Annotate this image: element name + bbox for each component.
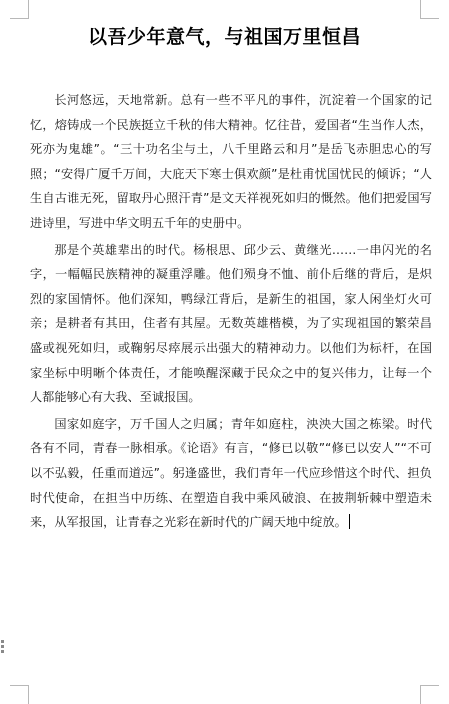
paragraph-3[interactable] — [30, 412, 432, 535]
paragraph-2[interactable]: 那是个英雄辈出的时代。杨根思、邱少云、黄继光……一串闪光的名字，一幅幅民族精神的凝重浮雕。他们殒身不恤、前仆后继的背后，是炽烈的家国情怀。他们深知，鸭绿江背后，是新生的祖国，家人闲坐灯火可亲；是耕者有其田，住者有其屋。无数英雄楷模，为了实现祖国的繁荣昌盛或视死如归，或鞠躬尽瘁展示出强大的精神动力。以他们为标杆，在国家坐标中明晰个体责任，才能唤醒深藏于民众之中的复兴伟力，让每一个人都能够心有大我、至诚报国。 — [30, 242, 432, 405]
page-corner-mark-bottom-left — [10, 685, 29, 704]
paragraph-marker-icon — [0, 640, 6, 655]
page-corner-mark-top-right — [420, 0, 439, 19]
paragraph-1[interactable]: 长河悠远，天地常新。总有一些不平凡的事件，沉淀着一个国家的记忆，熔铸成一个民族挺立千秋的伟大精神。忆往昔，爱国者“生当作人杰，死亦为鬼雄”。“三十功名尘与土，八千里路云和月”是岳飞赤胆忠心的写照；“安得广厦千万间，大庇天下寒士俱欢颜”是杜甫忧国忧民的倾诉；“人生自古谁无死，留取丹心照汗青”是文天祥视死如归的慨然。他们把爱国写进诗里，写进中华文明五千年的史册中。 — [30, 93, 432, 230]
document-title[interactable]: 以吾少年意气，与祖国万里恒昌 — [87, 26, 361, 48]
document-body[interactable] — [30, 88, 432, 537]
page-corner-mark-bottom-right — [420, 685, 439, 704]
text-cursor — [349, 514, 351, 529]
page-corner-mark-top-left — [10, 0, 29, 19]
paragraph-3-text: 国家如庭字，万千国人之归属；青年如庭柱，泱泱大国之栋梁。时代各有不同，青春一脉相承。《论语》有言，“修已以敬”“修已以安人”“不可以不弘毅，任重而道远”。躬逢盛世，我们青年一代应珍惜这个时代、担负时代使命，在担当中历练、在塑造自我中乘风破浪、在披荆斩棘中塑造未来，从军报国，让青春之光彩在新时代的广阔天地中绽放。 — [30, 416, 432, 530]
